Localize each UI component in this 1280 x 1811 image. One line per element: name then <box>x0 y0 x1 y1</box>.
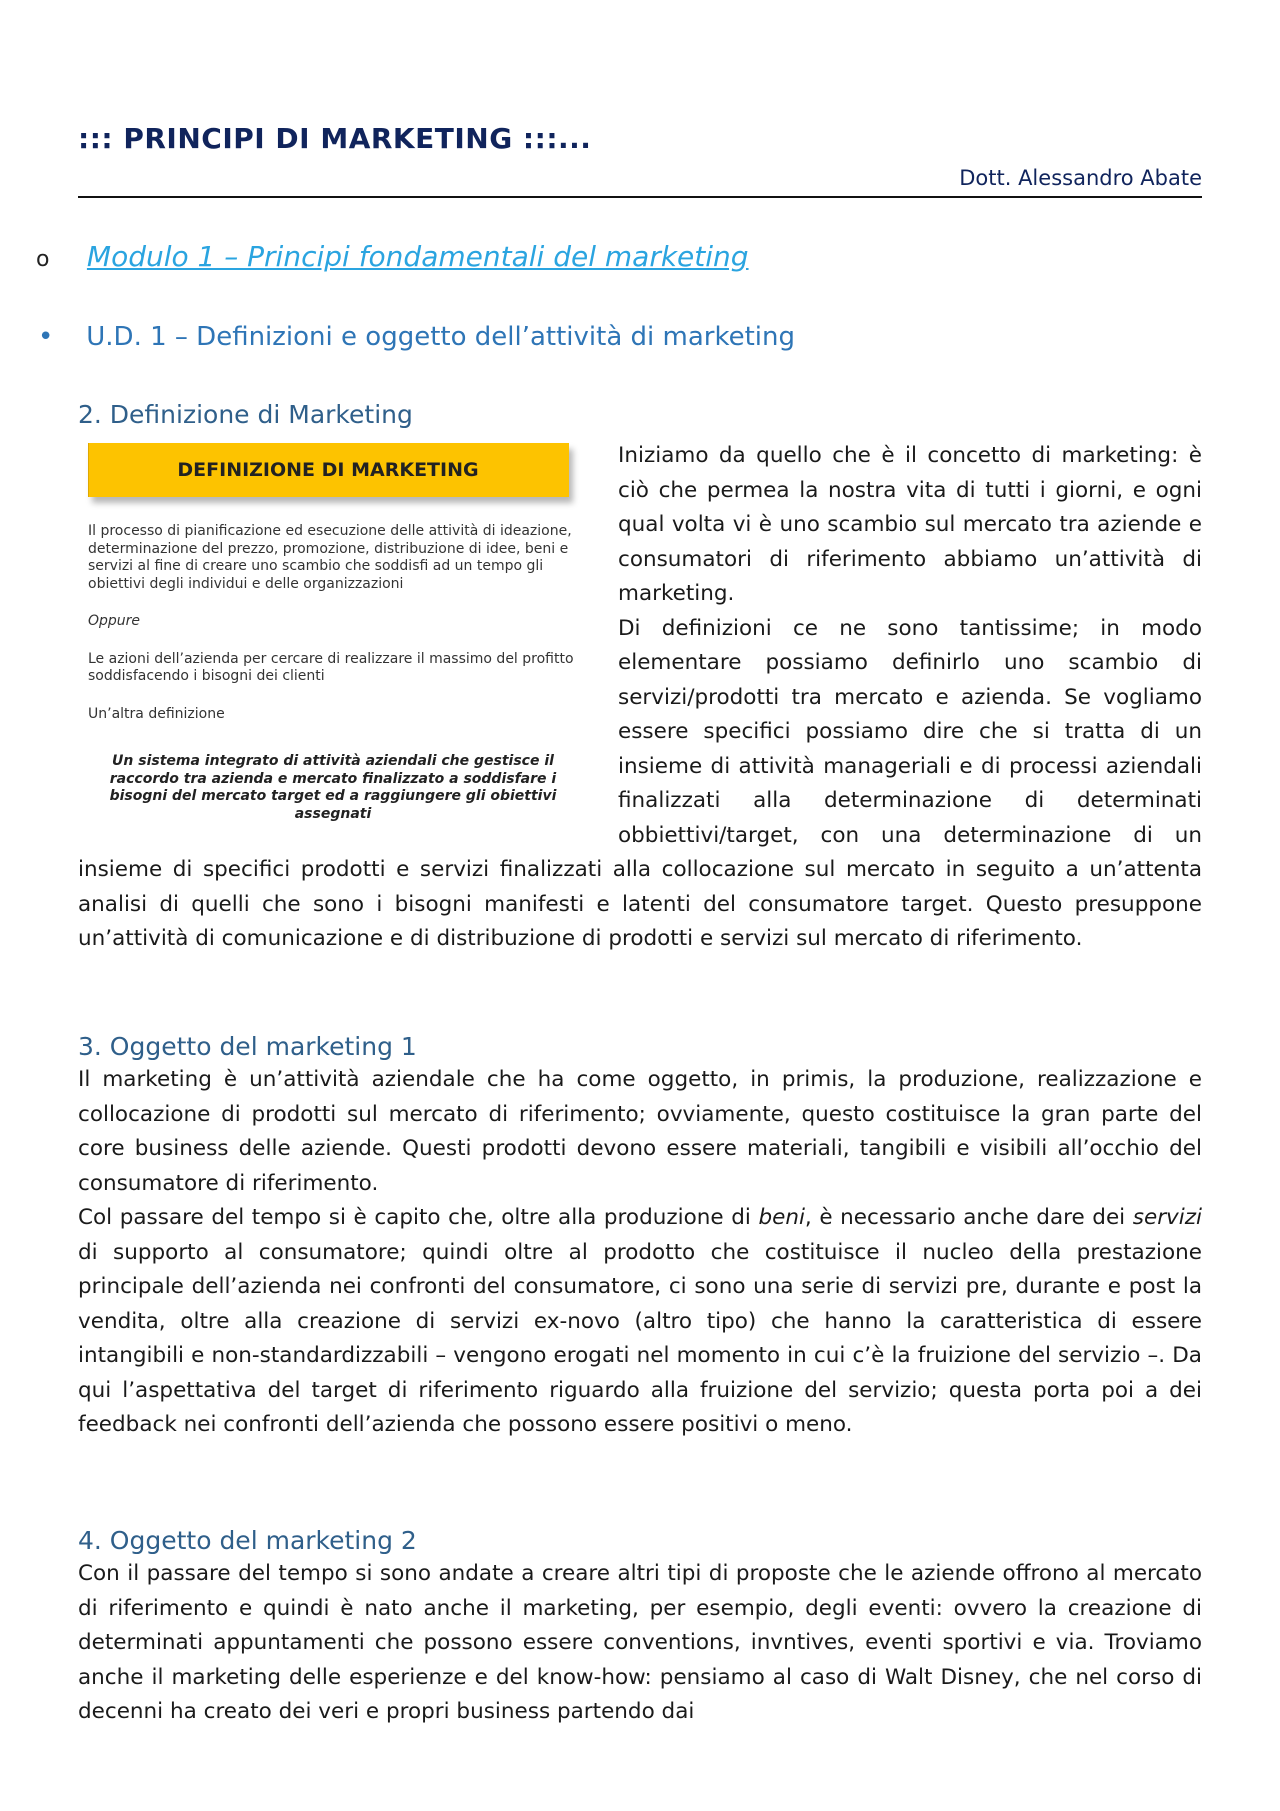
oggetto-2-paragraph-1: Con il passare del tempo si sono andate a creare altri tipi di proposte che le aziende offrono al mercato di riferimento e quindi è nato anche il marketing, per esempio, degli eventi: ovvero la creazione di determinati appuntamenti che possono essere conventions, invntives, eventi sportivi e via. Troviamo anche il marketing delle esperienze e del know-how: pensiamo al caso di Walt Disney, che nel corso di decenni ha creato dei veri e propri business partendo dai <box>78 1561 1202 1724</box>
figure-definition-1: Il processo di pianificazione ed esecuzione delle attività di ideazione, determinazione del prezzo, promozione, distribuzione di idee, beni e servizi al fine di creare uno scambio che soddisfi ad un tempo gli obiettivi degli individui e delle organizzazioni <box>88 523 572 592</box>
figure-oppure: Oppure <box>88 613 141 629</box>
section-oggetto-1 <box>78 1032 1202 1443</box>
section-definizione <box>78 400 1202 957</box>
oggetto-1-paragraph-1: Il marketing è un’attività aziendale che ha come oggetto, in primis, la produzione, realizzazione e collocazione di prodotti sul mercato di riferimento; ovviamente, questo costituisce la gran parte del core business delle aziende. Questi prodotti devono essere materiali, tangibili e visibili all’occhio del consumatore di riferimento. <box>78 1067 1202 1196</box>
section-title-oggetto-2: 4. Oggetto del marketing 2 <box>78 1526 417 1555</box>
unit-heading <box>38 322 795 352</box>
module-heading <box>36 240 749 273</box>
paragraph-text-c: di supporto al consumatore; quindi oltre al prodotto che costituisce il nucleo della prestazione principale dell’azienda nei confronti del consumatore, ci sono una serie di servizi pre, durante e post la vendita, oltre alla creazione di servizi ex-novo (altro tipo) che hanno la caratteristica di essere intangibili e non-standardizzabili – vengono erogati nel momento in cui c’è la fruizione del servizio –. Da qui l’aspettativa del target di riferimento riguardo alla fruizione del servizio; questa porta poi a dei feedback nei confronti dell’azienda che possono essere positivi o meno. <box>78 1239 1202 1437</box>
author-name: Dott. Alessandro Abate <box>959 166 1202 190</box>
paragraph-text-b: , è necessario anche dare dei <box>804 1205 1133 1230</box>
section-oggetto-2 <box>78 1526 1202 1730</box>
dot-bullet-icon: • <box>38 322 54 352</box>
definizione-paragraph-2: Di definizioni ce ne sono tantissime; in modo elementare possiamo definirlo uno scambio di servizi/prodotti tra mercato e azienda. Se vogliamo essere specifici possiamo dire che si tratta di un insieme di attività manageriali e di processi aziendali finalizzati alla determinazione di determinati obbiettivi/target, con una determinazione di un insieme di specifici prodotti e servizi finalizzati alla collocazione sul mercato in seguito a un’attenta analisi di quelli che sono i bisogni manifesti e latenti del consumatore target. Questo presuppone un’attività di comunicazione e di distribuzione di prodotti e servizi sul mercato di riferimento. <box>78 615 1202 951</box>
unit-label: U.D. 1 – Definizioni e oggetto dell’attività di marketing <box>86 322 795 352</box>
circle-bullet-icon: o <box>36 247 50 272</box>
definizione-paragraph-1: Iniziamo da quello che è il concetto di marketing: è ciò che permea la nostra vita di tutti i giorni, e ogni qual volta vi è uno scambio sul mercato tra aziende e consumatori di riferimento abbiamo un’attività di marketing. <box>618 443 1202 606</box>
paragraph-text-a: Col passare del tempo si è capito che, oltre alla produzione di <box>78 1205 759 1230</box>
definition-figure <box>78 439 588 827</box>
figure-definition-2: Le azioni dell’azienda per cercare di realizzare il massimo del profitto soddisfacendo i bisogni dei clienti <box>88 650 574 684</box>
figure-quote: Un sistema integrato di attività aziendali che gestisce il raccordo tra azienda e mercato finalizzato a soddisfare i bisogni del mercato target ed a raggiungere gli obiettivi assegnati <box>109 753 557 822</box>
figure-banner-label: DEFINIZIONE DI MARKETING <box>177 459 479 481</box>
section-title-definizione: 2. Definizione di Marketing <box>78 400 413 429</box>
document-title: ::: PRINCIPI DI MARKETING :::... <box>78 122 592 155</box>
module-link[interactable]: Modulo 1 – Principi fondamentali del marketing <box>86 240 749 273</box>
oggetto-1-paragraph-2 <box>78 1201 1202 1443</box>
figure-body <box>88 523 578 743</box>
header-divider <box>78 196 1202 198</box>
emphasis-beni: beni <box>758 1205 805 1230</box>
figure-another-label: Un’altra definizione <box>88 705 225 722</box>
emphasis-servizi: servizi <box>1132 1205 1202 1230</box>
section-title-oggetto-1: 3. Oggetto del marketing 1 <box>78 1032 417 1061</box>
